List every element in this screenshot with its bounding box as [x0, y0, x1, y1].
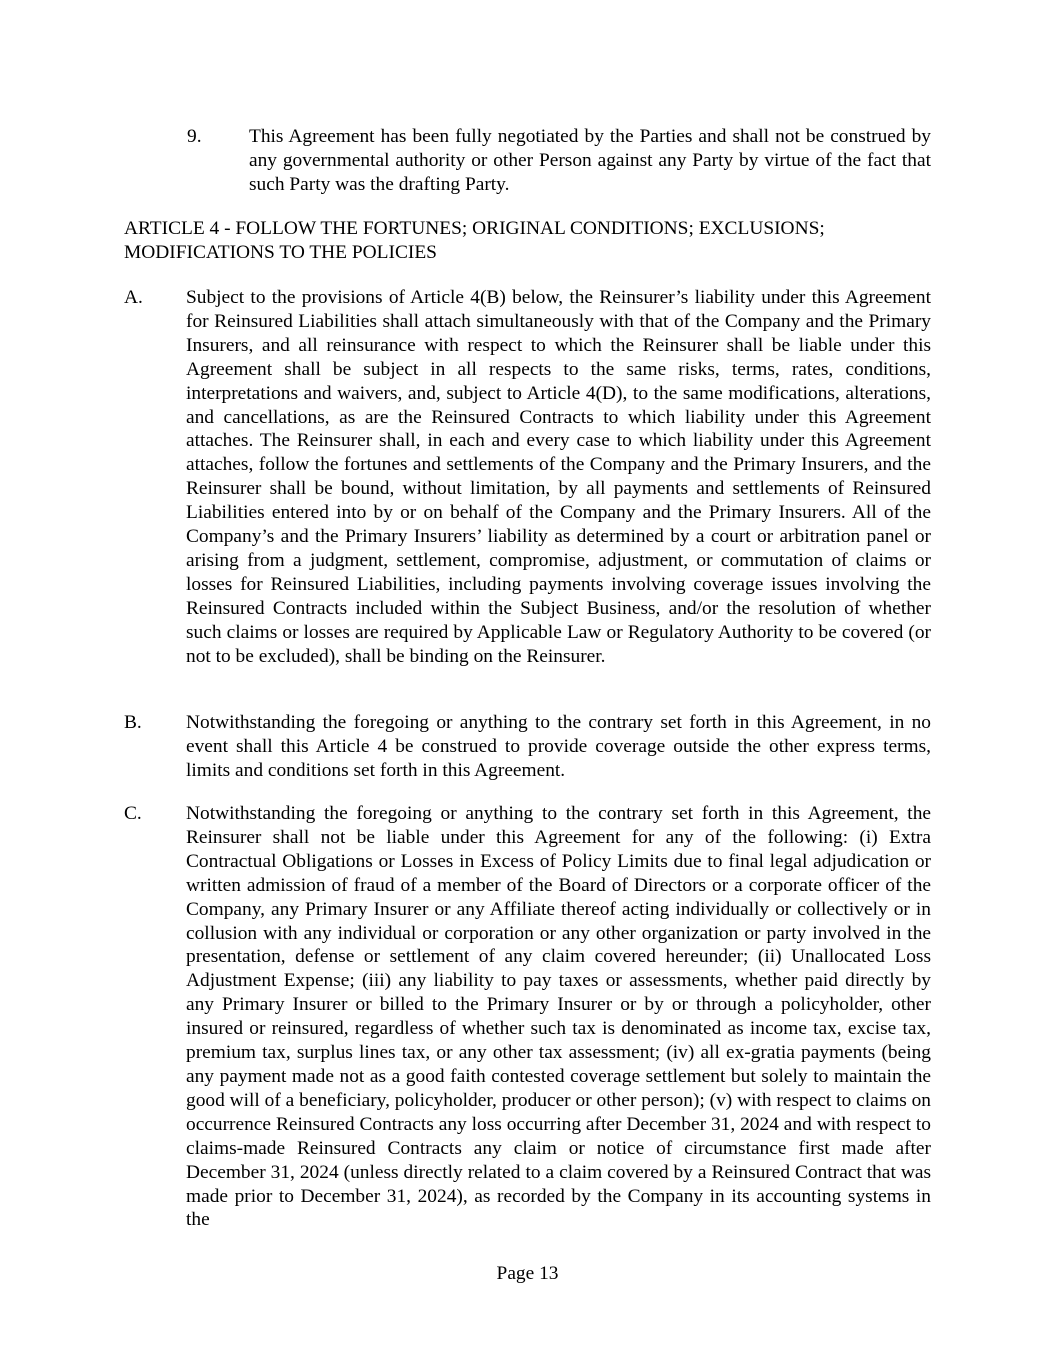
- article-heading-line-2: MODIFICATIONS TO THE POLICIES: [124, 241, 437, 263]
- section-text: Notwithstanding the foregoing or anything to the contrary set forth in this Agreement, in no event shall this Article 4 be construed to provide coverage outside the other express terms, limits and conditions set forth in this Agreement.: [186, 712, 931, 781]
- section-label: C.: [124, 803, 142, 824]
- paragraph-number: 9.: [187, 126, 202, 147]
- article-heading: [124, 217, 924, 265]
- section-text: Notwithstanding the foregoing or anything to the contrary set forth in this Agreement, the Reinsurer shall not be liable under this Agreement for any of the following: (i) Extra Contractual Obligations or Losses in Excess of Policy Limits due to final legal adjudication or written admission of fraud of a member of the Board of Directors or a corporate officer of the Company, any Primary Insurer or any Affiliate thereof acting individually or collectively or in collusion with any individual or corporation or any other organization or party involved in the presentation, defense or settlement of any claim covered hereunder; (ii) Unallocated Loss Adjustment Expense; (iii) any liability to pay taxes or assessments, whether paid directly by any Primary Insurer or billed to the Primary Insurer or by or through a policyholder, other insured or reinsured, regardless of whether such tax is denominated as income tax, excise tax, premium tax, surplus lines tax, or any other tax assessment; (iv) all ex-gratia payments (being any payment made not as a good faith contested coverage settlement but solely to maintain the good will of a beneficiary, policyholder, producer or other person); (v) with respect to claims on occurrence Reinsured Contracts any loss occurring after December 31, 2024 and with respect to claims-made Reinsured Contracts any claim or notice of circumstance first made after December 31, 2024 (unless directly related to a claim covered by a Reinsured Contract that was made prior to December 31, 2024), as recorded by the Company in its accounting systems in the: [186, 803, 931, 1231]
- article-heading-line-1: ARTICLE 4 - FOLLOW THE FORTUNES; ORIGINAL CONDITIONS; EXCLUSIONS;: [124, 218, 825, 239]
- section-text: Subject to the provisions of Article 4(B) below, the Reinsurer’s liability under this Agreement for Reinsured Liabilities shall attach simultaneously with that of the Company and the Primary Insurers, and all reinsurance with respect to which the Reinsurer shall be liable under this Agreement shall be subject in all respects to the same risks, terms, rates, conditions, interpretations and waivers, and, subject to Article 4(D), to the same modifications, alterations, and cancellations, as are the Reinsured Contracts to which liability under this Agreement attaches. The Reinsurer shall, in each and every case to which liability under this Agreement attaches, follow the fortunes and settlements of the Company and the Primary Insurers, and the Reinsurer shall be bound, without limitation, by all payments and settlements of Reinsured Liabilities entered into by or on behalf of the Company and the Primary Insurers. All of the Company’s and the Primary Insurers’ liability as determined by a court or arbitration panel or arising from a judgment, settlement, compromise, adjustment, or commutation of claims or losses for Reinsured Liabilities, including payments involving coverage issues involving the Reinsured Contracts included within the Subject Business, and/or the resolution of whether such claims or losses are required by Applicable Law or Regulatory Authority to be covered (or not to be excluded), shall be binding on the Reinsurer.: [186, 287, 931, 667]
- paragraph-text: This Agreement has been fully negotiated by the Parties and shall not be construed by any governmental authority or other Person against any Party by virtue of the fact that such Party was the drafting Party.: [249, 126, 931, 195]
- section-label: B.: [124, 712, 142, 733]
- section-label: A.: [124, 287, 143, 308]
- page-number: Page 13: [496, 1263, 559, 1284]
